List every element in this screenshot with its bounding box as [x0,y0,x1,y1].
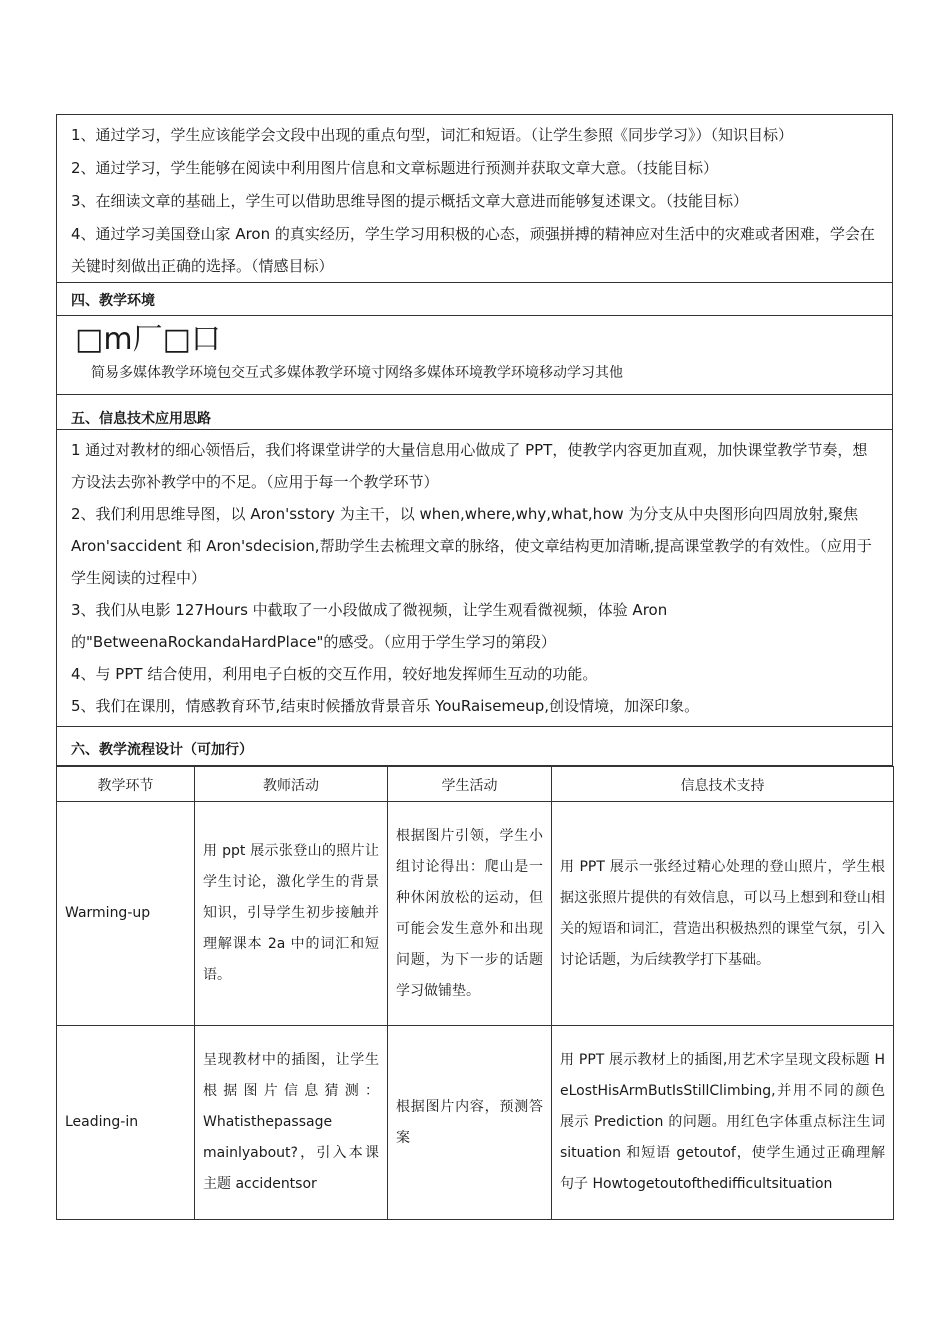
stage-cell: Leading-in [57,1026,195,1220]
table-row [57,1026,894,1220]
tech-support-cell: 用 PPT 展示教材上的插图,用艺术字呈现文段标题 HeLostHisArmButIsStillClimbing,并用不同的颜色展示 Prediction 的问题。用红色字体重点标注生词 situation 和短语 getoutof，使学生通过正确理解句子 Howtogetoutofthedifficultsituation [552,1026,894,1220]
column-header-stage: 教学环节 [57,767,195,802]
student-activity-cell: 根据图片引领，学生小组讨论得出：爬山是一种休闲放松的运动，但可能会发生意外和出现问题，为下一步的话题学习做铺垫。 [388,802,552,1026]
teacher-activity-cell: 用 ppt 展示张登山的照片让学生讨论，激化学生的背景知识，引导学生初步接触并理解课本 2a 中的词汇和短语。 [195,802,388,1026]
objective-4: 4、通过学习美国登山家 Aron 的真实经历，学生学习用积极的心态，顽强拼搏的精神应对生活中的灾难或者困难，学会在关键时刻做出正确的选择。（情感目标） [71,225,875,275]
student-activity-cell: 根据图片内容，预测答案 [388,1026,552,1220]
objective-3: 3、在细读文章的基础上，学生可以借助思维导图的提示概括文章大意进而能够复述课文。（技能目标） [71,192,749,210]
objective-1: 1、通过学习，学生应该能学会文段中出现的重点句型，词汇和短语。（让学生参照《同步学习》）（知识目标） [71,126,794,144]
tech-support-cell: 用 PPT 展示一张经过精心处理的登山照片，学生根据这张照片提供的有效信息，可以马上想到和登山相关的短语和词汇，营造出积极热烈的课堂气氛，引入讨论话题，为后续教学打下基础。 [552,802,894,1026]
flow-table [56,766,894,1220]
it-idea-3: 3、我们从电影 127Hours 中截取了一小段做成了微视频，让学生观看微视频，体验 Aron 的"BetweenaRockandaHardPlace"的感受。（应用于学生学习的第段） [71,601,668,651]
it-idea-1: 1 通过对教材的细心领悟后，我们将课堂讲学的大量信息用心做成了 PPT，使教学内容更加直观，加快课堂教学节奏，想方设法去弥补教学中的不足。（应用于每一个教学环节） [71,441,868,491]
objective-2: 2、通过学习，学生能够在阅读中利用图片信息和文章标题进行预测并获取文章大意。（技能目标） [71,159,719,177]
flow-heading-row [57,727,892,766]
column-header-teacher: 教师活动 [195,767,388,802]
it-idea-2: 2、我们利用思维导图，以 Aron'sstory 为主干，以 when,where,why,what,how 为分支从中央图形向四周放射,聚焦 Aron'saccident 和 Aron'sdecision,帮助学生去梳理文章的脉络，使文章结构更加清晰,提高课堂教学的有效性。（应用于学生阅读的过程中） [71,505,872,587]
column-header-student: 学生活动 [388,767,552,802]
it-ideas-heading: 五、信息技术应用思路 [71,411,211,427]
environment-heading: 四、教学环境 [71,293,155,309]
objectives-section [57,115,892,283]
it-idea-4: 4、与 PPT 结合使用，利用电子白板的交互作用，较好地发挥师生互动的功能。 [71,665,598,683]
it-ideas-heading-row [57,395,892,430]
environment-heading-row [57,283,892,316]
lesson-plan-page [56,114,893,1220]
environment-section [57,316,892,395]
it-idea-5: 5、我们在课刖，情感教育环节,结束时候播放背景音乐 YouRaisemeup,创设情境，加深印象。 [71,697,700,715]
flow-table-header-row [57,767,894,802]
environment-options: 简易多媒体教学环境包交互式多媒体教学环境寸网络多媒体环境教学环境移动学习其他 [91,365,623,381]
lesson-plan-table [56,114,893,766]
column-header-tech: 信息技术支持 [552,767,894,802]
teacher-activity-cell: 呈现教材中的插图，让学生根据图片信息猜测：Whatisthepassage mainlyabout?，引入本课主题 accidentsor [195,1026,388,1220]
it-ideas-section [57,430,892,727]
table-row [57,802,894,1026]
stage-cell: Warming-up [57,802,195,1026]
environment-checkbox-glyphs: □m厂□口 [75,322,221,357]
flow-heading: 六、教学流程设计（可加行） [71,742,253,758]
